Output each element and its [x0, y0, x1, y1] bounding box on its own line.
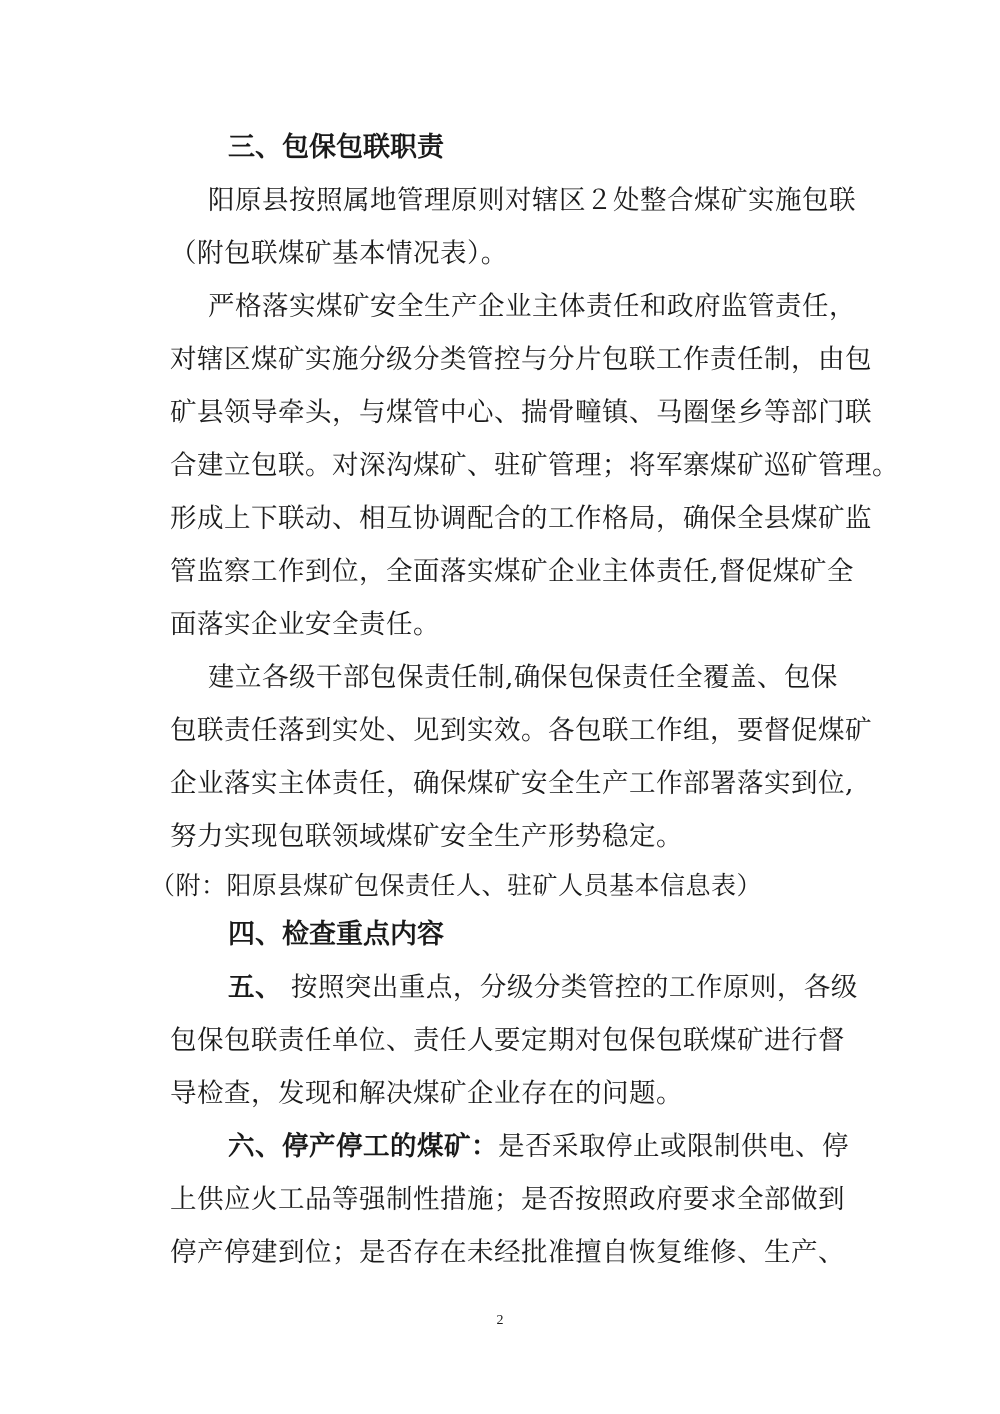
paragraph-line: 包保包联责任单位、责任人要定期对包保包联煤矿进行督 — [170, 1025, 845, 1056]
paragraph-line: 管监察工作到位，全面落实煤矿企业主体责任,督促煤矿全 — [170, 556, 854, 587]
paragraph-line: （附包联煤矿基本情况表）。 — [170, 238, 508, 269]
paragraph-line: 对辖区煤矿实施分级分类管控与分片包联工作责任制，由包 — [170, 344, 872, 375]
paragraph-line: 努力实现包联领域煤矿安全生产形势稳定。 — [170, 821, 683, 852]
paragraph-line: 企业落实主体责任，确保煤矿安全生产工作部署落实到位, — [170, 768, 854, 799]
paragraph-line: 阳原县按照属地管理原则对辖区２处整合煤矿实施包联 — [208, 185, 856, 216]
paragraph-line: 面落实企业安全责任。 — [170, 609, 440, 640]
attachment-note: （附：阳原县煤矿包保责任人、驻矿人员基本信息表） — [150, 871, 763, 900]
item-6-first-line — [228, 1130, 849, 1164]
paragraph-line: 严格落实煤矿安全生产企业主体责任和政府监管责任， — [208, 291, 856, 322]
item-6-text: 是否采取停止或限制供电、停 — [498, 1131, 849, 1162]
paragraph-line: 上供应火工品等强制性措施；是否按照政府要求全部做到 — [170, 1184, 845, 1215]
paragraph-line: 停产停建到位；是否存在未经批准擅自恢复维修、生产、 — [170, 1237, 845, 1268]
section-4-heading: 四、检查重点内容 — [228, 919, 444, 950]
page-number: 2 — [496, 1313, 504, 1328]
item-5-text: 按照突出重点，分级分类管控的工作原则，各级 — [282, 972, 858, 1003]
paragraph-line: 合建立包联。对深沟煤矿、驻矿管理；将军寨煤矿巡矿管理。 — [170, 450, 899, 481]
paragraph-line: 矿县领导牵头，与煤管中心、揣骨疃镇、马圈堡乡等部门联 — [170, 397, 872, 428]
paragraph-line: 建立各级干部包保责任制,确保包保责任全覆盖、包保 — [208, 662, 838, 693]
item-5-label: 五、 — [228, 972, 282, 1003]
item-6-label: 六、停产停工的煤矿： — [228, 1131, 498, 1162]
item-5-first-line — [228, 971, 858, 1005]
section-3-heading: 三、包保包联职责 — [228, 132, 444, 163]
paragraph-line: 形成上下联动、相互协调配合的工作格局，确保全县煤矿监 — [170, 503, 872, 534]
paragraph-line: 导检查，发现和解决煤矿企业存在的问题。 — [170, 1078, 683, 1109]
paragraph-line: 包联责任落到实处、见到实效。各包联工作组，要督促煤矿 — [170, 715, 872, 746]
